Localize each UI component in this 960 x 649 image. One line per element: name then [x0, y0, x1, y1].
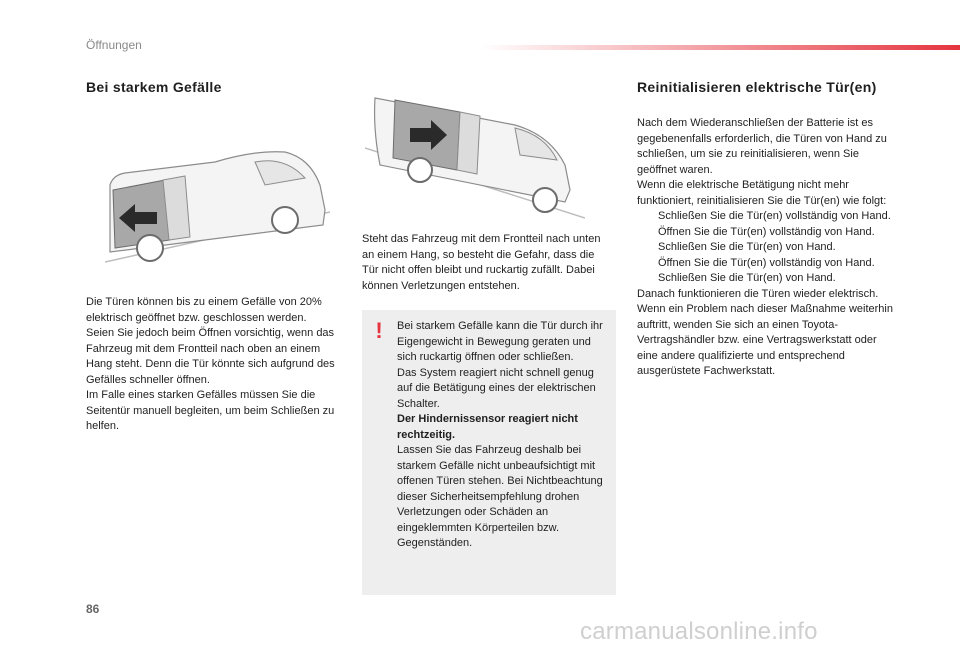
step-item	[637, 225, 897, 241]
paragraph: Wenn ein Problem nach dieser Maßnahme weiterhin auftritt, wenden Sie sich an einen Toyota-Vertragshändler bzw. eine Vertragswerkstatt oder eine andere qualifizierte und entsprechend ausgerüstete Fachwerkstatt.	[637, 303, 893, 377]
header-accent-bar	[480, 45, 960, 50]
step-item	[637, 240, 897, 256]
page-number: 86	[86, 602, 100, 616]
watermark: carmanualsonline.info	[580, 618, 818, 645]
warning-text	[397, 319, 609, 552]
checkbox-bullet-icon	[637, 225, 658, 241]
paragraph: Wenn die elektrische Betätigung nicht mehr funktioniert, reinitialisieren Sie die Tür(en) wie folgt:	[637, 179, 887, 207]
warning-exclamation-icon: !	[375, 318, 383, 343]
paragraph: Die Türen können bis zu einem Gefälle von 20% elektrisch geöffnet bzw. geschlossen werden.	[86, 296, 322, 324]
step-text: Öffnen Sie die Tür(en) vollständig von Hand.	[658, 225, 875, 238]
van-uphill-illustration	[105, 140, 330, 265]
checkbox-bullet-icon	[637, 271, 658, 287]
van-downhill-illustration	[365, 90, 585, 220]
warning-bold-line: Der Hindernissensor reagiert nicht rechtzeitig.	[397, 413, 578, 441]
step-text: Schließen Sie die Tür(en) von Hand.	[658, 272, 836, 284]
paragraph: Seien Sie jedoch beim Öffnen vorsichtig, wenn das Fahrzeug mit dem Frontteil nach oben an einem Hang steht. Denn die Tür könnte sich aufgrund des Gefälles schneller öffnen.	[86, 327, 335, 386]
reinit-instructions	[637, 116, 897, 380]
warning-line: Lassen Sie das Fahrzeug deshalb bei starkem Gefälle nicht unbeaufsichtigt mit offenen Türen stehen. Bei Nichtbeachtung dieser Sicherheitsempfehlung drohen Verletzungen oder Schäden an eingeklemmten Körperteilen bzw. Gegenständen.	[397, 444, 603, 549]
paragraph: Danach funktionieren die Türen wieder elektrisch.	[637, 287, 879, 300]
warning-line: Bei starkem Gefälle kann die Tür durch ihr Eigengewicht in Bewegung geraten und sich ruckartig öffnen oder schließen.	[397, 320, 603, 363]
step-item	[637, 271, 897, 287]
downhill-description: Steht das Fahrzeug mit dem Frontteil nach unten an einem Hang, so besteht die Gefahr, dass die Tür nicht offen bleibt und ruckartig zufällt. Dabei können Verletzungen entstehen.	[362, 233, 601, 292]
step-item	[637, 209, 897, 225]
section-title-reinit: Reinitialisieren elektrische Tür(en)	[637, 79, 877, 95]
paragraph: Im Falle eines starken Gefälles müssen Sie die Seitentür manuell begleiten, um beim Schließen zu helfen.	[86, 389, 335, 432]
gradient-description	[86, 295, 341, 435]
section-title-gradient: Bei starkem Gefälle	[86, 79, 222, 95]
step-item	[637, 256, 897, 272]
paragraph: Nach dem Wiederanschließen der Batterie ist es gegebenenfalls erforderlich, die Türen von Hand zu schließen, um sie zu reinitialisieren, wenn Sie geöffnet waren.	[637, 117, 887, 176]
checkbox-bullet-icon	[637, 256, 658, 272]
warning-box	[362, 310, 616, 595]
step-text: Schließen Sie die Tür(en) von Hand.	[658, 241, 836, 253]
checkbox-bullet-icon	[637, 240, 658, 256]
checkbox-bullet-icon	[637, 209, 658, 225]
warning-line: Das System reagiert nicht schnell genug auf die Betätigung eines der elektrischen Schalter.	[397, 366, 596, 410]
step-text: Öffnen Sie die Tür(en) vollständig von Hand.	[658, 256, 875, 269]
section-header: Öffnungen	[86, 38, 142, 52]
step-text: Schließen Sie die Tür(en) vollständig von Hand.	[658, 210, 891, 222]
